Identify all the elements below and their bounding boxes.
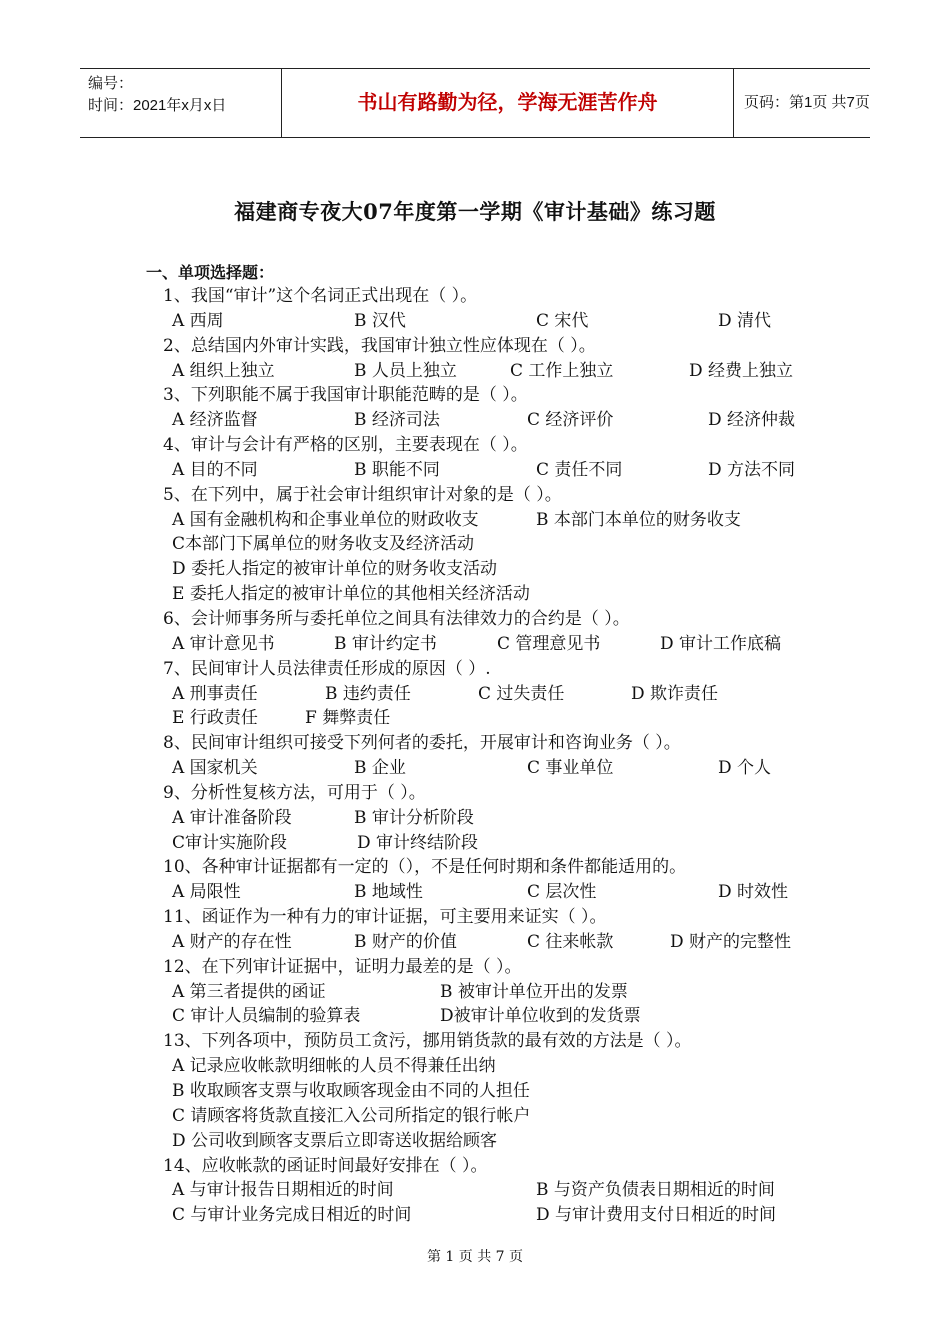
options-line [0, 632, 950, 657]
answer-option: C 请顾客将货款直接汇入公司所指定的银行帐户 [172, 1105, 531, 1126]
question-line [0, 607, 950, 632]
answer-option: D 审计终结阶段 [357, 832, 479, 853]
answer-option: A 局限性 [172, 882, 241, 903]
answer-option: B 与资产负债表日期相近的时间 [536, 1180, 775, 1201]
answer-option: D 公司收到顾客支票后立即寄送收据给顾客 [172, 1130, 498, 1151]
options-line [0, 1079, 950, 1104]
question-text: 10、各种审计证据都有一定的（），不是任何时期和条件都能适用的。 [163, 857, 687, 878]
answer-option: D 时效性 [718, 882, 789, 903]
answer-option: B 地域性 [354, 882, 423, 903]
answer-option: A 第三者提供的函证 [172, 981, 326, 1002]
options-line [0, 557, 950, 582]
answer-option: D 清代 [718, 310, 772, 331]
question-line [0, 1154, 950, 1179]
question-text: 8、民间审计组织可接受下列何者的委托，开展审计和咨询业务（ ）。 [163, 733, 681, 754]
question-line [0, 483, 950, 508]
question-text: 2、总结国内外审计实践，我国审计独立性应体现在（ ）。 [163, 335, 596, 356]
options-line [0, 582, 950, 607]
question-line [0, 1029, 950, 1054]
answer-option: A 目的不同 [172, 459, 258, 480]
answer-option: A 财产的存在性 [172, 931, 292, 952]
options-line [0, 408, 950, 433]
answer-option: C 工作上独立 [510, 360, 614, 381]
question-text: 6、会计师事务所与委托单位之间具有法律效力的合约是（ ）。 [163, 608, 630, 629]
answer-option: B 审计分析阶段 [354, 807, 474, 828]
answer-option: B 经济司法 [354, 410, 440, 431]
document-title: 福建商专夜大07年度第一学期《审计基础》练习题 [234, 199, 716, 224]
question-line [0, 955, 950, 980]
question-line [0, 731, 950, 756]
answer-option: D 经济仲裁 [708, 410, 796, 431]
header-number-label: 编号： [88, 75, 134, 92]
answer-option: A 组织上独立 [172, 360, 275, 381]
options-line [0, 1129, 950, 1154]
answer-option: B 被审计单位开出的发票 [440, 981, 628, 1002]
answer-option: C 事业单位 [527, 758, 614, 779]
header-meta [80, 69, 282, 137]
options-line [0, 980, 950, 1005]
question-text: 4、审计与会计有严格的区别，主要表现在（ ）。 [163, 435, 528, 456]
answer-option: B 收取顾客支票与收取顾客现金由不同的人担任 [172, 1081, 530, 1101]
header-page-code: 页码：第1页 共7页 [744, 94, 870, 111]
answer-option: E 委托人指定的被审计单位的其他相关经济活动 [172, 584, 530, 605]
answer-option: A 记录应收帐款明细帐的人员不得兼任出纳 [172, 1056, 496, 1077]
options-line [0, 880, 950, 905]
answer-option: B 违约责任 [325, 683, 411, 704]
answer-option: C本部门下属单位的财务收支及经济活动 [172, 534, 475, 555]
question-text: 1、我国“审计”这个名词正式出现在（ ）。 [163, 286, 478, 306]
question-list [0, 284, 950, 1228]
question-text: 12、在下列审计证据中，证明力最差的是（ ）。 [163, 956, 522, 977]
question-line [0, 855, 950, 880]
options-line [0, 682, 950, 707]
options-line [0, 359, 950, 384]
answer-option: A 审计准备阶段 [172, 807, 292, 828]
options-line [0, 1178, 950, 1203]
answer-option: C审计实施阶段 [172, 832, 288, 853]
answer-option: C 层次性 [527, 882, 597, 903]
question-text: 7、民间审计人员法律责任形成的原因（ ）. [163, 658, 491, 679]
answer-option: A 审计意见书 [172, 633, 275, 654]
options-line [0, 309, 950, 334]
question-line [0, 284, 950, 309]
answer-option: C 审计人员编制的验算表 [172, 1006, 361, 1027]
page-footer: 第 1 页 共 7 页 [426, 1249, 524, 1265]
options-line [0, 806, 950, 831]
options-line [0, 1054, 950, 1079]
question-text: 11、函证作为一种有力的审计证据，可主要用来证实（ ）。 [163, 907, 607, 928]
options-line [0, 1104, 950, 1129]
options-line [0, 1004, 950, 1029]
answer-option: C 责任不同 [536, 459, 623, 480]
answer-option: B 审计约定书 [334, 633, 437, 654]
question-text: 13、下列各项中，预防员工贪污，挪用销货款的最有效的方法是（ ）。 [163, 1031, 692, 1052]
answer-option: E 行政责任 [172, 708, 258, 729]
answer-option: A 与审计报告日期相近的时间 [172, 1180, 394, 1201]
options-line [0, 458, 950, 483]
answer-option: D 个人 [718, 758, 772, 779]
answer-option: A 经济监督 [172, 410, 258, 431]
section-heading: 一、单项选择题： [146, 263, 275, 282]
options-line [0, 706, 950, 731]
question-line [0, 433, 950, 458]
question-line [0, 383, 950, 408]
answer-option: C 经济评价 [527, 410, 614, 431]
document-header [80, 68, 870, 138]
answer-option: C 与审计业务完成日相近的时间 [172, 1205, 412, 1226]
answer-option: C 过失责任 [478, 683, 565, 704]
answer-option: D 方法不同 [708, 459, 796, 480]
answer-option: D 审计工作底稿 [660, 633, 782, 654]
answer-option: A 国家机关 [172, 758, 258, 779]
options-line [0, 508, 950, 533]
options-line [0, 1203, 950, 1228]
answer-option: B 汉代 [354, 310, 406, 331]
answer-option: D 与审计费用支付日相近的时间 [536, 1205, 777, 1226]
answer-option: D 欺诈责任 [631, 683, 719, 704]
question-line [0, 657, 950, 682]
answer-option: A 西周 [172, 310, 224, 331]
header-date: 时间：2021年x月x日 [88, 97, 227, 114]
answer-option: D 财产的完整性 [670, 931, 792, 952]
options-line [0, 756, 950, 781]
answer-option: C 宋代 [536, 310, 589, 331]
question-line [0, 781, 950, 806]
answer-option: D 委托人指定的被审计单位的财务收支活动 [172, 559, 498, 580]
answer-option: D被审计单位收到的发货票 [440, 1006, 641, 1027]
answer-option: F 舞弊责任 [305, 708, 391, 729]
answer-option: B 人员上独立 [354, 360, 457, 381]
question-text: 14、应收帐款的函证时间最好安排在（ ）。 [163, 1155, 488, 1176]
question-line [0, 905, 950, 930]
answer-option: C 管理意见书 [497, 633, 601, 654]
answer-option: B 职能不同 [354, 459, 440, 480]
answer-option: B 企业 [354, 758, 406, 779]
options-line [0, 532, 950, 557]
answer-option: A 刑事责任 [172, 683, 258, 704]
question-text: 9、分析性复核方法，可用于（ ）。 [163, 782, 426, 803]
question-line [0, 334, 950, 359]
header-motto: 书山有路勤为径，学海无涯苦作舟 [282, 69, 734, 137]
options-line [0, 930, 950, 955]
question-text: 3、下列职能不属于我国审计职能范畴的是（ ）。 [163, 385, 528, 406]
question-text: 5、在下列中，属于社会审计组织审计对象的是（ ）。 [163, 484, 562, 505]
answer-option: C 往来帐款 [527, 931, 614, 952]
answer-option: B 本部门本单位的财务收支 [536, 509, 741, 530]
answer-option: D 经费上独立 [689, 360, 794, 381]
options-line [0, 831, 950, 856]
answer-option: B 财产的价值 [354, 931, 457, 952]
answer-option: A 国有金融机构和企事业单位的财政收支 [172, 509, 479, 530]
